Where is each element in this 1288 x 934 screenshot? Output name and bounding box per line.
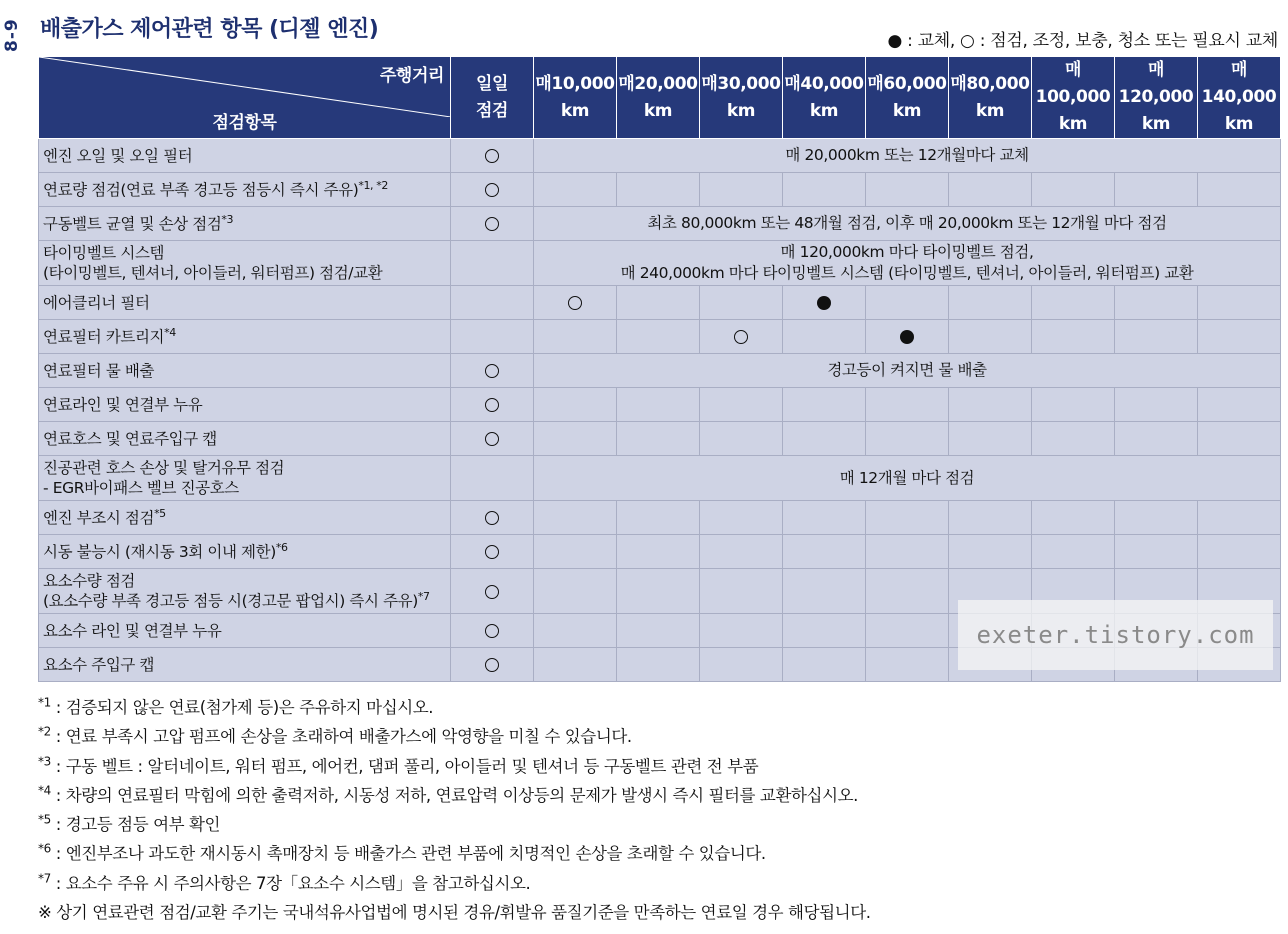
footnote-mark: *5 xyxy=(38,812,51,827)
interval-cell xyxy=(783,286,866,320)
row-item-text: 연료필터 카트리지 xyxy=(43,327,165,346)
header-interval-line2: km xyxy=(1141,114,1171,134)
interval-cell xyxy=(617,388,700,422)
table-row xyxy=(39,320,1281,354)
daily-check-cell xyxy=(451,354,534,388)
row-item-label xyxy=(39,207,451,241)
header-distance-label: 주행거리 xyxy=(379,66,444,86)
row-item-line2 xyxy=(43,478,450,498)
interval-cell xyxy=(783,614,866,648)
check-circle-icon xyxy=(485,217,499,231)
check-circle-icon xyxy=(485,624,499,638)
interval-cell xyxy=(866,614,949,648)
daily-check-cell xyxy=(451,139,534,173)
interval-cell xyxy=(617,422,700,456)
interval-cell xyxy=(949,422,1032,456)
header-interval-line1: 매20,000 xyxy=(618,73,698,94)
daily-check-cell xyxy=(451,241,534,286)
interval-cell xyxy=(866,648,949,682)
interval-cell xyxy=(700,535,783,569)
header-daily-line1: 일일 xyxy=(475,73,509,94)
interval-cell xyxy=(1198,535,1281,569)
header-interval-line1: 매10,000 xyxy=(535,73,615,94)
footnote-item xyxy=(38,752,1278,781)
interval-cell xyxy=(534,173,617,207)
row-item-line2-text: (요소수량 부족 경고등 점등 시(경고문 팝업시) 즉시 주유) xyxy=(43,592,418,610)
interval-span-cell xyxy=(534,139,1281,173)
header-interval-line2: km xyxy=(560,100,590,121)
interval-cell xyxy=(1198,286,1281,320)
row-item-line2 xyxy=(43,591,450,611)
interval-cell xyxy=(700,648,783,682)
row-item-label xyxy=(39,173,451,207)
table-row xyxy=(39,241,1281,286)
interval-span-line2: 매 240,000km 마다 타이밍벨트 시스템 (타이밍벨트, 텐셔너, 아이들러, 워터펌프) 교환 xyxy=(620,264,1194,282)
interval-cell xyxy=(1198,173,1281,207)
daily-check-cell xyxy=(451,286,534,320)
footnote-ref: *5 xyxy=(154,506,166,520)
interval-span-text: 경고등이 켜지면 물 배출 xyxy=(827,361,987,379)
interval-cell xyxy=(949,286,1032,320)
header-interval-line1: 매100,000 xyxy=(1035,60,1111,107)
interval-span-cell xyxy=(534,354,1281,388)
header-interval-line1: 매140,000 xyxy=(1201,60,1277,107)
row-item-label xyxy=(39,569,451,614)
row-item-text: 에어클리너 필터 xyxy=(43,293,150,312)
interval-cell xyxy=(534,648,617,682)
footnote-text: : 검증되지 않은 연료(첨가제 등)은 주유하지 마십시오. xyxy=(50,698,434,717)
interval-cell xyxy=(1115,422,1198,456)
footnote-item xyxy=(38,722,1278,751)
interval-span-line1: 매 120,000km 마다 타이밍벨트 점검, xyxy=(780,243,1034,261)
row-item-line1: 진공관련 호스 손상 및 탈거유무 점검 xyxy=(43,459,285,477)
watermark: exeter.tistory.com xyxy=(958,600,1273,670)
check-circle-icon xyxy=(485,658,499,672)
interval-cell xyxy=(1198,422,1281,456)
interval-cell xyxy=(783,320,866,354)
daily-check-cell xyxy=(451,388,534,422)
interval-cell xyxy=(700,173,783,207)
row-item-text: 연료량 점검(연료 부족 경고등 점등시 즉시 주유) xyxy=(43,180,359,199)
header-interval-line1: 매120,000 xyxy=(1118,60,1194,107)
interval-cell xyxy=(949,320,1032,354)
interval-cell xyxy=(949,535,1032,569)
daily-check-cell xyxy=(451,535,534,569)
footnote-item xyxy=(38,693,1278,722)
table-row xyxy=(39,286,1281,320)
interval-span-text: 매 20,000km 또는 12개월마다 교체 xyxy=(785,146,1029,164)
interval-cell xyxy=(1115,535,1198,569)
daily-check-cell xyxy=(451,456,534,501)
final-note: ※ 상기 연료관련 점검/교환 주기는 국내석유사업법에 명시된 경유/휘발유 품질기준을 만족하는 연료일 경우 해당됩니다. xyxy=(38,903,871,923)
interval-cell xyxy=(534,320,617,354)
header-interval-line1: 매60,000 xyxy=(867,73,947,94)
check-circle-icon xyxy=(485,183,499,197)
footnote-text: : 요소수 주유 시 주의사항은 7장「요소수 시스템」을 참고하십시오. xyxy=(50,873,531,893)
row-item-text: 엔진 부조시 점검 xyxy=(43,508,155,527)
row-item-line2-text: - EGR바이패스 벨브 진공호스 xyxy=(43,479,239,497)
interval-cell xyxy=(700,286,783,320)
interval-cell xyxy=(1198,388,1281,422)
row-item-text: 구동벨트 균열 및 손상 점검 xyxy=(43,214,222,233)
interval-cell xyxy=(783,648,866,682)
header-diagonal-cell xyxy=(39,57,451,139)
interval-cell xyxy=(866,422,949,456)
interval-cell xyxy=(783,501,866,535)
table-row xyxy=(39,388,1281,422)
table-row xyxy=(39,501,1281,535)
daily-check-cell xyxy=(451,569,534,614)
daily-check-cell xyxy=(451,648,534,682)
row-item-label xyxy=(39,320,451,354)
daily-check-cell xyxy=(451,207,534,241)
header-interval-2 xyxy=(617,57,700,139)
row-item-text: 요소수 주입구 캡 xyxy=(43,655,155,674)
interval-cell xyxy=(783,569,866,614)
interval-cell xyxy=(1115,173,1198,207)
interval-cell xyxy=(534,286,617,320)
check-circle-icon xyxy=(485,398,499,412)
interval-cell xyxy=(617,286,700,320)
header-interval-line2: km xyxy=(1058,114,1088,134)
footnote-text: : 연료 부족시 고압 펌프에 손상을 초래하여 배출가스에 악영향을 미칠 수 있습니다. xyxy=(50,727,632,747)
interval-cell xyxy=(617,320,700,354)
interval-cell xyxy=(1032,173,1115,207)
interval-cell xyxy=(617,501,700,535)
row-item-text: 엔진 오일 및 오일 필터 xyxy=(43,146,193,165)
table-row xyxy=(39,422,1281,456)
row-item-label xyxy=(39,648,451,682)
interval-cell xyxy=(700,501,783,535)
table-row xyxy=(39,535,1281,569)
interval-cell xyxy=(534,422,617,456)
interval-cell xyxy=(534,388,617,422)
legend: ● : 교체, ○ : 점검, 조정, 보충, 청소 또는 필요시 교체 xyxy=(887,31,1278,51)
header-interval-line1: 매80,000 xyxy=(950,73,1030,94)
row-item-label xyxy=(39,422,451,456)
interval-cell xyxy=(866,320,949,354)
interval-span-cell xyxy=(534,241,1281,286)
interval-cell xyxy=(1032,535,1115,569)
table-row xyxy=(39,173,1281,207)
interval-cell xyxy=(1032,422,1115,456)
row-item-text: 요소수 라인 및 연결부 누유 xyxy=(43,621,222,640)
interval-cell xyxy=(534,569,617,614)
interval-cell xyxy=(1032,286,1115,320)
daily-check-cell xyxy=(451,173,534,207)
row-item-label xyxy=(39,286,451,320)
check-circle-icon xyxy=(485,545,499,559)
maintenance-schedule-table xyxy=(38,56,1281,682)
footnote-mark: *4 xyxy=(38,783,51,798)
row-item-label xyxy=(39,456,451,501)
interval-cell xyxy=(617,173,700,207)
footnote-item xyxy=(38,810,1278,839)
header-interval-6 xyxy=(949,57,1032,139)
row-item-label xyxy=(39,535,451,569)
row-item-label xyxy=(39,139,451,173)
daily-check-cell xyxy=(451,614,534,648)
interval-span-cell xyxy=(534,456,1281,501)
header-interval-line1: 매30,000 xyxy=(701,73,781,94)
footnote-item xyxy=(38,869,1278,898)
row-item-text: 연료호스 및 연료주입구 캡 xyxy=(43,429,217,448)
footnote-text: : 차량의 연료필터 막힘에 의한 출력저하, 시동성 저하, 연료압력 이상등의 문제가 발생시 즉시 필터를 교환하십시오. xyxy=(50,785,859,805)
header-daily-check xyxy=(451,57,534,139)
header-interval-line2: km xyxy=(892,100,922,121)
interval-cell xyxy=(949,501,1032,535)
table-row xyxy=(39,207,1281,241)
interval-cell xyxy=(783,535,866,569)
interval-cell xyxy=(617,614,700,648)
interval-cell xyxy=(1198,501,1281,535)
interval-cell xyxy=(1032,501,1115,535)
interval-cell xyxy=(534,535,617,569)
interval-cell xyxy=(534,614,617,648)
interval-cell xyxy=(949,173,1032,207)
interval-cell xyxy=(866,569,949,614)
row-item-line1: 타이밍벨트 시스템 xyxy=(43,244,165,262)
row-item-line2-text: (타이밍벨트, 텐셔너, 아이들러, 워터펌프) 점검/교환 xyxy=(43,264,383,282)
header-daily-line2: 점검 xyxy=(475,100,509,121)
footnote-ref: *3 xyxy=(221,212,234,226)
table-row xyxy=(39,354,1281,388)
row-item-text: 연료필터 물 배출 xyxy=(43,361,155,380)
daily-check-cell xyxy=(451,422,534,456)
footnote-ref: *6 xyxy=(275,540,288,554)
interval-cell xyxy=(700,320,783,354)
header-interval-3 xyxy=(700,57,783,139)
interval-cell xyxy=(1198,320,1281,354)
header-interval-line2: km xyxy=(809,100,839,121)
footnote-mark: *3 xyxy=(38,754,51,769)
check-circle-icon xyxy=(485,364,499,378)
footnote-text: : 엔진부조나 과도한 재시동시 촉매장치 등 배출가스 관련 부품에 치명적인 손상을 초래할 수 있습니다. xyxy=(50,844,766,864)
footnote-text: : 구동 벨트 : 알터네이트, 워터 펌프, 에어컨, 댐퍼 풀리, 아이들러 및 텐셔너 등 구동벨트 관련 전 부품 xyxy=(50,756,759,776)
footnote-mark: *6 xyxy=(38,841,51,856)
interval-cell xyxy=(783,422,866,456)
row-item-label xyxy=(39,501,451,535)
header-interval-8 xyxy=(1115,57,1198,139)
interval-span-text: 최초 80,000km 또는 48개월 점검, 이후 매 20,000km 또는 12개월 마다 점검 xyxy=(647,214,1167,232)
interval-cell xyxy=(866,501,949,535)
header-interval-line1: 매40,000 xyxy=(784,73,864,94)
header-interval-1 xyxy=(534,57,617,139)
footnote-text: : 경고등 점등 여부 확인 xyxy=(50,815,221,835)
row-item-label xyxy=(39,354,451,388)
footnote-ref: *4 xyxy=(164,325,176,339)
table-row xyxy=(39,456,1281,501)
footnote-list xyxy=(38,693,1278,898)
interval-cell xyxy=(700,422,783,456)
page-number: 8-9 xyxy=(2,18,22,52)
footnote-item xyxy=(38,781,1278,810)
interval-span-cell xyxy=(534,207,1281,241)
page-title: 배출가스 제어관련 항목 (디젤 엔진) xyxy=(40,17,379,42)
daily-check-cell xyxy=(451,320,534,354)
header-interval-line2: km xyxy=(975,100,1005,121)
header-interval-line2: km xyxy=(643,100,673,121)
header-item-label: 점검항목 xyxy=(212,113,277,133)
footnote-item xyxy=(38,839,1278,868)
row-item-label xyxy=(39,614,451,648)
header-interval-5 xyxy=(866,57,949,139)
interval-cell xyxy=(1115,388,1198,422)
interval-span-text: 매 12개월 마다 점검 xyxy=(839,468,975,487)
footnote-mark: *2 xyxy=(38,724,51,739)
interval-cell xyxy=(617,648,700,682)
interval-cell xyxy=(700,569,783,614)
interval-cell xyxy=(866,286,949,320)
check-circle-icon xyxy=(485,585,499,599)
row-item-line2 xyxy=(43,263,450,283)
interval-cell xyxy=(1115,320,1198,354)
header-interval-7 xyxy=(1032,57,1115,139)
header-interval-9 xyxy=(1198,57,1281,139)
header-interval-line2: km xyxy=(726,100,756,121)
interval-cell xyxy=(866,173,949,207)
footnote-mark: *1 xyxy=(38,695,51,710)
interval-cell xyxy=(783,173,866,207)
footnote-mark: *7 xyxy=(38,871,51,886)
interval-cell xyxy=(866,535,949,569)
footnote-ref: *1, *2 xyxy=(358,178,388,192)
row-item-text: 연료라인 및 연결부 누유 xyxy=(43,395,203,414)
interval-cell xyxy=(617,535,700,569)
interval-cell xyxy=(617,569,700,614)
header-interval-4 xyxy=(783,57,866,139)
footnotes xyxy=(38,693,1278,927)
check-circle-icon xyxy=(568,296,582,310)
table-row xyxy=(39,139,1281,173)
table-header-row xyxy=(39,57,1281,139)
header-interval-line2: km xyxy=(1224,114,1254,134)
replace-dot-icon xyxy=(900,330,914,344)
interval-cell xyxy=(1115,286,1198,320)
check-circle-icon xyxy=(485,432,499,446)
interval-cell xyxy=(1032,388,1115,422)
row-item-label xyxy=(39,241,451,286)
interval-cell xyxy=(949,388,1032,422)
check-circle-icon xyxy=(485,511,499,525)
interval-cell xyxy=(534,501,617,535)
footnote-ref: *7 xyxy=(417,589,430,603)
interval-cell xyxy=(700,614,783,648)
interval-cell xyxy=(1032,320,1115,354)
replace-dot-icon xyxy=(817,296,831,310)
row-item-text: 시동 불능시 (재시동 3회 이내 제한) xyxy=(43,542,276,561)
daily-check-cell xyxy=(451,501,534,535)
check-circle-icon xyxy=(485,149,499,163)
row-item-label xyxy=(39,388,451,422)
interval-cell xyxy=(866,388,949,422)
interval-cell xyxy=(700,388,783,422)
interval-cell xyxy=(783,388,866,422)
interval-cell xyxy=(1115,501,1198,535)
row-item-line1: 요소수량 점검 xyxy=(43,572,135,590)
check-circle-icon xyxy=(734,330,748,344)
